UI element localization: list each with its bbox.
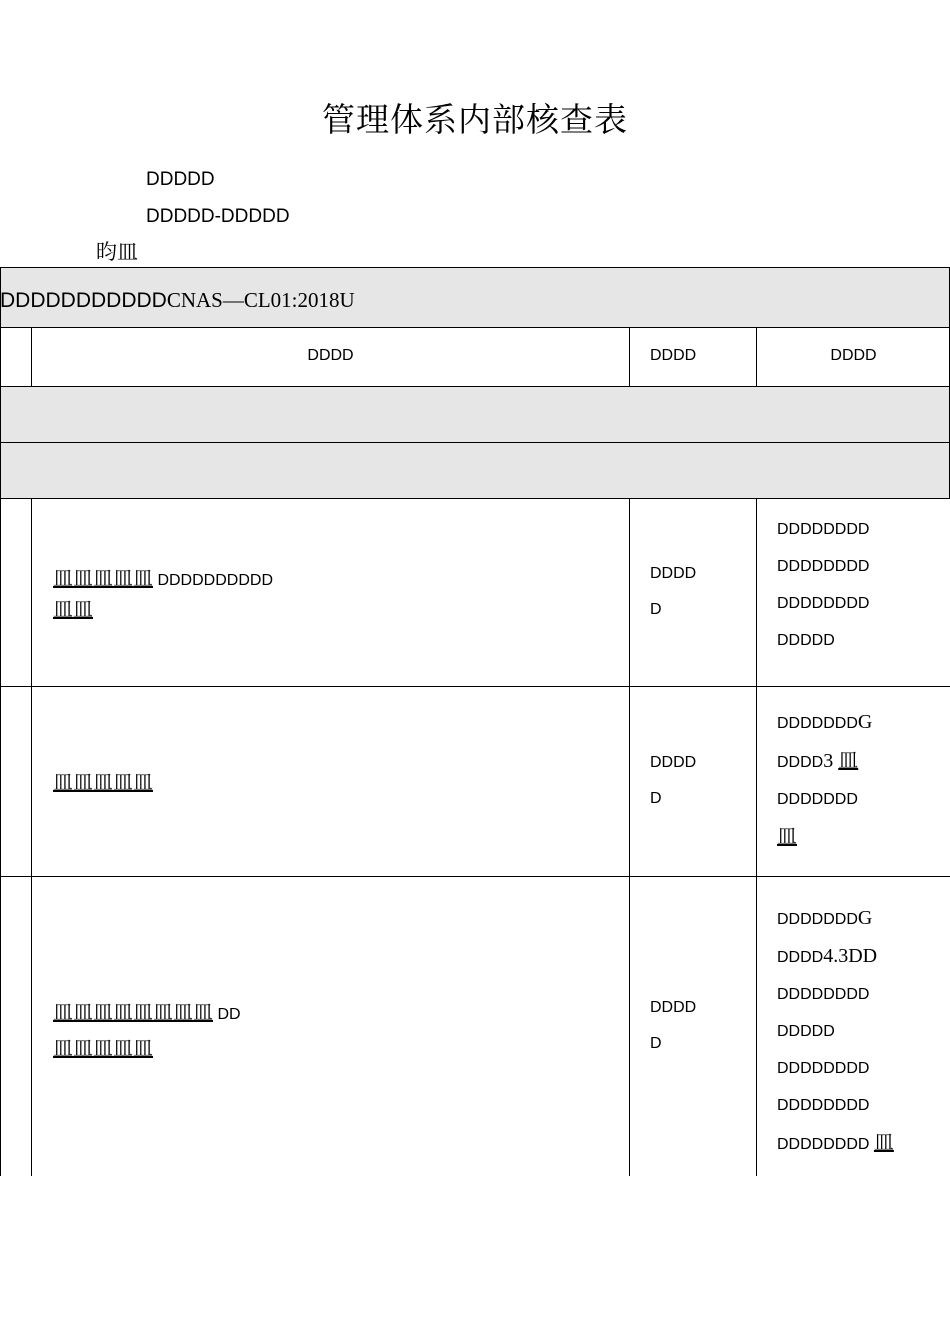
note-glyph: 皿 (777, 824, 797, 848)
table-row-note (777, 704, 872, 857)
table-row-item (53, 764, 153, 803)
item-text: DD (213, 1006, 241, 1023)
item-glyphs: 皿皿 (53, 597, 93, 621)
vline (629, 498, 630, 1176)
note-line: DDDDDDDD (777, 986, 870, 1003)
note-line: DDDDDDDD (777, 1097, 870, 1114)
standard-prefix: DDDDDDDDDDD (0, 289, 167, 312)
hline (0, 498, 950, 499)
section-band-2 (0, 442, 950, 498)
note-line: DDDDD (777, 632, 835, 649)
note-line: DDDDD (777, 1023, 835, 1040)
table-row-method (650, 990, 696, 1062)
note-line: DDDDDDDD (777, 595, 870, 612)
note-line-tail: G (857, 711, 873, 733)
table-row-item (53, 994, 241, 1069)
section-band-1 (0, 386, 950, 442)
meta-line-1: DDDDD (146, 169, 215, 190)
standard-code: CNAS—CL01:2018U (166, 288, 355, 312)
note-line-tail: G (857, 907, 873, 929)
header-col-1: DDDD (307, 347, 354, 364)
method-text: D (650, 1035, 662, 1052)
item-text: DDDDDDDDDD (153, 572, 273, 589)
hline (0, 327, 950, 328)
standard-reference (0, 288, 355, 313)
item-glyphs: 皿皿皿皿皿皿皿皿 (53, 1000, 213, 1024)
note-line: DDDDDDDD (777, 521, 870, 538)
vline (0, 267, 1, 1176)
method-text: DDDD (650, 565, 697, 582)
method-text: D (650, 601, 662, 618)
vline (31, 498, 32, 1176)
note-line: DDDDDDD (777, 715, 858, 732)
method-text: D (650, 790, 662, 807)
vline (756, 498, 757, 1176)
note-line: DDDDDDDD (777, 1060, 870, 1077)
item-glyphs: 皿皿皿皿皿 (53, 566, 153, 590)
note-line: DDDDDDD (777, 791, 858, 808)
note-line: DDDD (777, 754, 824, 771)
note-line: DDDD (777, 949, 824, 966)
note-line: DDDDDDDD (777, 1136, 874, 1153)
meta-line-2: DDDDD-DDDDD (146, 206, 290, 227)
item-glyphs: 皿皿皿皿皿 (53, 770, 153, 794)
table-row-note (777, 900, 894, 1163)
hline (0, 876, 950, 877)
hline (0, 686, 950, 687)
header-col-3: DDDD (830, 347, 877, 364)
note-line-tail: 3 (823, 750, 839, 772)
vline (629, 327, 630, 386)
note-line-tail: 4.3DD (823, 945, 878, 967)
header-col-2: DDDD (650, 347, 697, 364)
note-line: DDDDDDDD (777, 558, 870, 575)
method-text: DDDD (650, 754, 697, 771)
item-glyphs: 皿皿皿皿皿 (53, 1036, 153, 1060)
table-row-method (650, 745, 696, 817)
hline (0, 267, 950, 268)
table-row-method (650, 556, 696, 628)
meta-line-3: 昀皿 (96, 240, 138, 264)
document-title: 管理体系内部核查表 (322, 100, 628, 139)
table-row-note (777, 511, 869, 659)
table-row-item (53, 560, 273, 630)
note-line: DDDDDDD (777, 911, 858, 928)
hline (0, 442, 950, 443)
hline (0, 386, 950, 387)
method-text: DDDD (650, 999, 697, 1016)
note-glyph: 皿 (838, 748, 859, 772)
note-glyph: 皿 (873, 1130, 894, 1154)
